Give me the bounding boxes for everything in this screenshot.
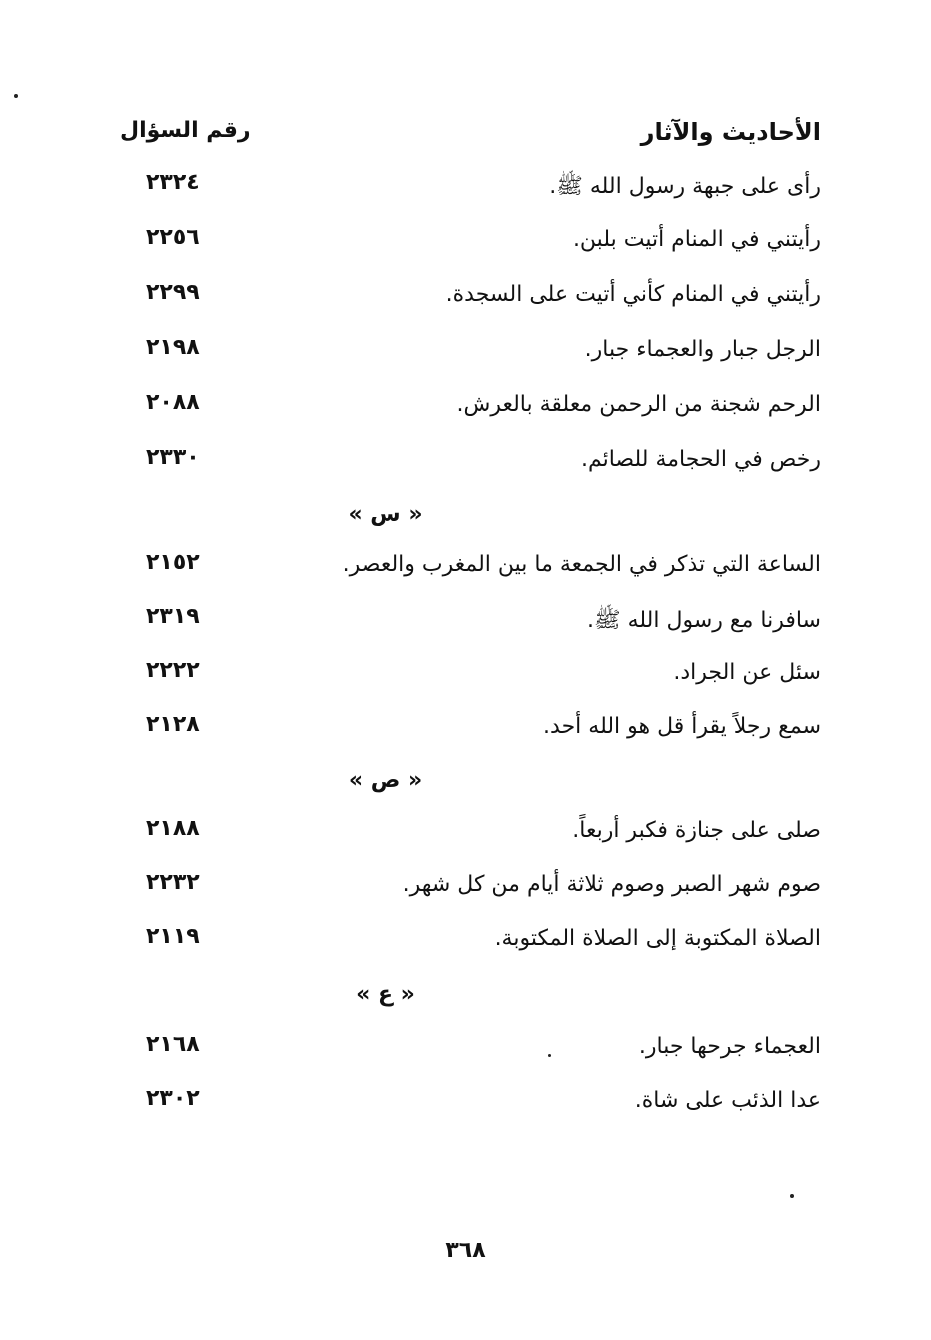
question-number: ٢١٦٨ [146, 1032, 200, 1057]
section-heading-ain [110, 982, 821, 1022]
question-number: ٢٢٥٦ [146, 225, 200, 250]
section-heading-sin [110, 502, 821, 542]
list-item [110, 227, 821, 267]
list-item [110, 714, 821, 754]
list-item [110, 337, 821, 377]
hadith-text: الرحم شجنة من الرحمن معلقة بالعرش. [456, 392, 821, 417]
hadith-text: رأيتني في المنام أتيت بلبن. [572, 227, 821, 252]
question-number: ٢٣٢٤ [146, 170, 200, 195]
hadith-text: سافرنا مع رسول الله ﷺ. [587, 608, 821, 633]
list-item [110, 818, 821, 858]
section-letter: « ع » [356, 982, 415, 1007]
question-number: ٢٢٢٢ [146, 658, 200, 683]
hadith-text: الساعة التي تذكر في الجمعة ما بين المغرب والعصر. [342, 552, 821, 577]
scan-speck [790, 1194, 794, 1198]
hadith-text: رأيتني في المنام كأني أتيت على السجدة. [445, 282, 821, 307]
hadith-text: سئل عن الجراد. [673, 660, 821, 685]
list-item [110, 552, 821, 592]
hadith-text: رأى على جبهة رسول الله ﷺ. [549, 174, 821, 199]
question-number: ٢٣٠٢ [146, 1086, 200, 1111]
question-number: ٢١٩٨ [146, 335, 200, 360]
hadith-text: رخص في الحجامة للصائم. [580, 447, 821, 472]
hadith-text: عدا الذئب على شاة. [634, 1088, 821, 1113]
question-number: ٢٢٣٢ [146, 870, 200, 895]
list-item [110, 660, 821, 700]
section-letter: « ص » [348, 768, 423, 793]
list-item [110, 282, 821, 322]
list-item [110, 392, 821, 432]
list-item [110, 926, 821, 966]
hadith-text: الصلاة المكتوبة إلى الصلاة المكتوبة. [494, 926, 821, 951]
question-number: ٢٢٩٩ [146, 280, 200, 305]
question-number: ٢١٥٢ [146, 550, 200, 575]
list-item [110, 1088, 821, 1128]
scan-speck [548, 1054, 551, 1057]
section-letter: « س » [348, 502, 423, 527]
column-title-question-number: رقم السؤال [120, 118, 251, 143]
scan-speck [14, 94, 18, 98]
hadith-text: صلى على جنازة فكبر أربعاً. [572, 818, 821, 843]
hadith-text: العجماء جرحها جبار. [638, 1034, 821, 1059]
list-item [110, 606, 821, 646]
question-number: ٢١٢٨ [146, 712, 200, 737]
question-number: ٢٣١٩ [146, 604, 200, 629]
hadith-text: صوم شهر الصبر وصوم ثلاثة أيام من كل شهر. [402, 872, 821, 897]
hadith-text: الرجل جبار والعجماء جبار. [584, 337, 821, 362]
section-heading-sad [110, 768, 821, 808]
list-item [110, 172, 821, 212]
question-number: ٢١٨٨ [146, 816, 200, 841]
question-number: ٢٠٨٨ [146, 390, 200, 415]
hadith-text: سمع رجلاً يقرأ قل هو الله أحد. [543, 714, 821, 739]
list-item [110, 872, 821, 912]
list-item [110, 1034, 821, 1074]
question-number: ٢١١٩ [146, 924, 200, 949]
question-number: ٢٣٣٠ [146, 445, 200, 470]
column-title-hadiths: الأحاديث والآثار [640, 118, 821, 146]
list-item [110, 447, 821, 487]
page-number: ٣٦٨ [445, 1238, 486, 1263]
table-header [110, 118, 821, 158]
